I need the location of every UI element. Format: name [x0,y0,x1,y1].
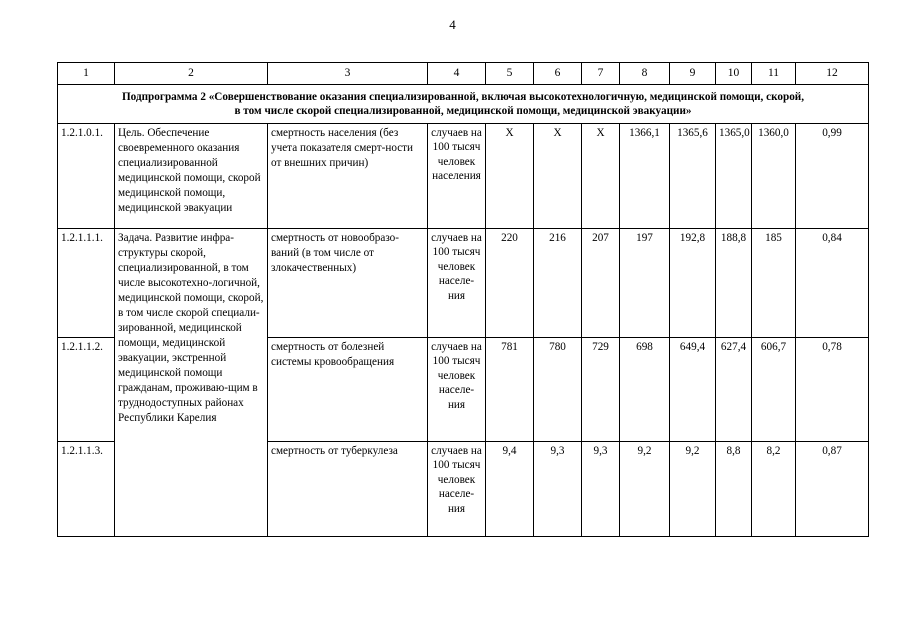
column-header: 7 [582,63,620,85]
value-cell: 606,7 [752,338,796,442]
subprogram-title-line1: Подпрограмма 2 «Совершенствование оказания специализированной, включая высокотехнологичную, медицинской помощи, скорой, [121,91,805,103]
value-cell: 649,4 [670,338,716,442]
column-header: 1 [58,63,115,85]
column-header: 8 [620,63,670,85]
value-cell: Х [534,124,582,229]
column-number-row [58,63,869,85]
subprogram-title-line2: в том числе скорой специализированной, медицинской помощи, медицинской эвакуации» [234,105,692,117]
value-cell: 781 [486,338,534,442]
unit-text: случаев на 100 тысяч человек населения [428,124,486,229]
column-header: 3 [268,63,428,85]
value-cell: 9,3 [534,442,582,537]
column-header: 12 [796,63,869,85]
value-cell: Х [486,124,534,229]
column-header: 11 [752,63,796,85]
value-cell: 216 [534,229,582,338]
value-cell: 9,2 [670,442,716,537]
value-cell: 9,4 [486,442,534,537]
table-row [58,229,869,338]
row-code: 1.2.1.1.1. [58,229,115,338]
value-cell: 8,8 [716,442,752,537]
value-cell: 0,78 [796,338,869,442]
unit-text: случаев на 100 тысяч человек населе-ния [428,229,486,338]
value-cell: 9,2 [620,442,670,537]
value-cell: 1365,6 [670,124,716,229]
value-cell: 0,87 [796,442,869,537]
task-text: Задача. Развитие инфра-структуры скорой, специализированной, в том числе высокотехно-логичной, медицинской помощи, скорой, в том числе скорой специали-зированной, медицинской помощи, медицинской эвакуации, экстренной медицинской помощи гражданам, проживаю-щим в труднодоступных районах Республики Карелия [115,229,268,537]
value-cell: 1366,1 [620,124,670,229]
row-code: 1.2.1.1.3. [58,442,115,537]
column-header: 9 [670,63,716,85]
indicator-table [57,62,869,537]
column-header: 2 [115,63,268,85]
subprogram-row [58,85,869,124]
indicator-name: смертность населения (без учета показателя смерт-ности от внешних причин) [268,124,428,229]
column-header: 4 [428,63,486,85]
value-cell: Х [582,124,620,229]
value-cell: 220 [486,229,534,338]
unit-text: случаев на 100 тысяч человек населе-ния [428,442,486,537]
column-header: 5 [486,63,534,85]
value-cell: 197 [620,229,670,338]
value-cell: 185 [752,229,796,338]
value-cell: 8,2 [752,442,796,537]
value-cell: 780 [534,338,582,442]
value-cell: 729 [582,338,620,442]
value-cell: 9,3 [582,442,620,537]
value-cell: 627,4 [716,338,752,442]
value-cell: 698 [620,338,670,442]
goal-row [58,124,869,229]
value-cell: 1365,0 [716,124,752,229]
unit-text: случаев на 100 тысяч человек населе-ния [428,338,486,442]
indicator-name: смертность от болезней системы кровообращения [268,338,428,442]
column-header: 10 [716,63,752,85]
page-number: 4 [449,17,456,32]
row-code: 1.2.1.0.1. [58,124,115,229]
row-code: 1.2.1.1.2. [58,338,115,442]
subprogram-title [58,85,869,124]
value-cell: 0,84 [796,229,869,338]
value-cell: 192,8 [670,229,716,338]
value-cell: 207 [582,229,620,338]
indicator-name: смертность от новообразо-ваний (в том числе от злокачественных) [268,229,428,338]
goal-text: Цель. Обеспечение своевременного оказания специализированной медицинской помощи, скорой медицинской помощи, медицинской эвакуации [115,124,268,229]
indicator-name: смертность от туберкулеза [268,442,428,537]
value-cell: 1360,0 [752,124,796,229]
value-cell: 188,8 [716,229,752,338]
column-header: 6 [534,63,582,85]
value-cell: 0,99 [796,124,869,229]
